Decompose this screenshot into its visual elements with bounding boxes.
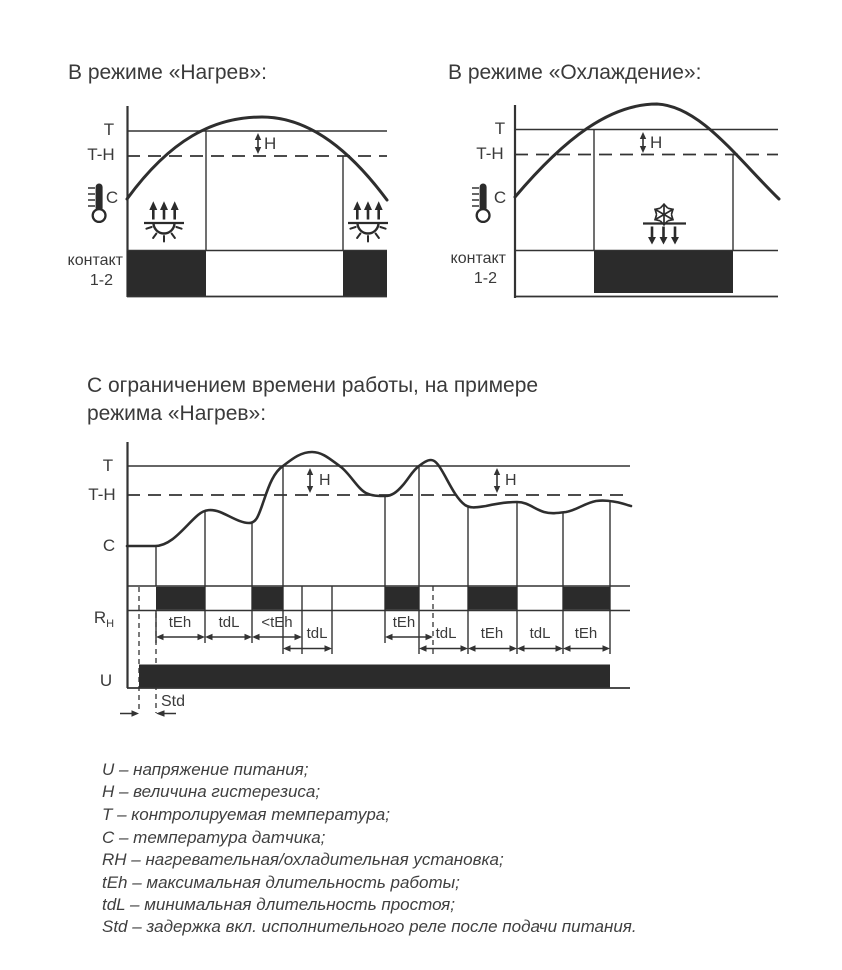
- std-arrowhead-left: [132, 710, 140, 716]
- dimension-arrow: [510, 645, 518, 651]
- heating-c-label: C: [105, 188, 119, 207]
- h-arrow: [640, 132, 646, 139]
- interval-label: tdL: [218, 614, 240, 631]
- dimension-arrow: [245, 634, 253, 640]
- legend-item-u: U – напряжение питания;: [102, 760, 309, 779]
- interval-label: tEh: [480, 625, 504, 642]
- timing-rh-on-segments: [156, 587, 610, 610]
- h-arrow: [494, 486, 500, 493]
- timing-title-line1: С ограничением времени работы, на примере: [87, 374, 539, 397]
- interval-label: tdL: [529, 625, 551, 642]
- legend-item-t: T – контролируемая температура;: [102, 805, 390, 824]
- timing-plot: [120, 442, 631, 717]
- interval-label: tdL: [435, 625, 457, 642]
- dimension-arrow: [419, 645, 427, 651]
- cooling-plot: [472, 104, 779, 298]
- timing-h-label-2: H: [505, 472, 517, 489]
- dimension-arrow: [385, 634, 393, 640]
- h-arrow: [494, 468, 500, 475]
- heating-th-label: T-H: [87, 145, 115, 164]
- cooling-title: В режиме «Охлаждение»:: [448, 61, 702, 84]
- thermometer-icon: [88, 184, 106, 222]
- snowflake-icon: [643, 204, 686, 245]
- legend-item-h: H – величина гистерезиса;: [102, 782, 321, 801]
- dimension-arrow: [205, 634, 213, 640]
- interval-label: tdL: [306, 625, 328, 642]
- timing-h-label-1: H: [319, 472, 331, 489]
- heating-contact-on-left: [127, 251, 206, 297]
- dimension-arrow: [295, 634, 303, 640]
- timing-t-label: T: [102, 456, 114, 475]
- cooling-th-label: T-H: [476, 144, 504, 163]
- cooling-contact-label-2: 1-2: [473, 270, 497, 287]
- timing-title-line2: режима «Нагрев»:: [87, 402, 267, 425]
- interval-label: tEh: [574, 625, 598, 642]
- heating-t-label: T: [103, 120, 115, 139]
- legend-item-std: Std – задержка вкл. исполнительного реле после подачи питания.: [102, 917, 637, 936]
- legend-item-c: C – температура датчика;: [102, 828, 326, 847]
- legend-item-teh: tEh – максимальная длительность работы;: [102, 873, 460, 892]
- timing-u-label: U: [99, 671, 113, 690]
- legend-item-tdl: tdL – минимальная длительность простоя;: [102, 895, 455, 914]
- heating-title: В режиме «Нагрев»:: [68, 61, 267, 84]
- dimension-arrow: [198, 634, 206, 640]
- cooling-contact-on: [594, 251, 733, 293]
- heating-contact-label: контакт: [67, 252, 123, 269]
- h-arrow: [640, 146, 646, 153]
- dimension-arrow: [283, 645, 291, 651]
- cooling-t-label: T: [494, 119, 506, 138]
- interval-label: tEh: [392, 614, 416, 631]
- dimension-arrow: [252, 634, 260, 640]
- cooling-h-label: H: [650, 133, 663, 152]
- heating-contact-label-2: 1-2: [89, 272, 113, 289]
- timing-rh-label: $R_H$: [93, 608, 115, 630]
- std-arrowhead-right: [156, 710, 165, 716]
- thermometer-icon: [472, 184, 490, 222]
- heating-contact-on-right: [343, 251, 387, 297]
- h-arrow: [307, 486, 313, 493]
- legend-item-rh: RH – нагревательная/охладительная установка;: [102, 850, 504, 869]
- heating-h-label: H: [264, 134, 277, 153]
- timing-c-label: C: [102, 536, 116, 555]
- dimension-arrow: [156, 634, 164, 640]
- cooling-temperature-curve: [515, 104, 779, 199]
- cooling-contact-label: контакт: [450, 250, 506, 267]
- heating-plot: [88, 106, 388, 297]
- h-arrow: [255, 133, 261, 140]
- dimension-arrow: [426, 634, 434, 640]
- dimension-arrow: [556, 645, 564, 651]
- heater-icon: [348, 201, 388, 241]
- interval-label: <tEh: [261, 614, 293, 631]
- timing-std-label: Std: [161, 693, 186, 710]
- cooling-c-label: C: [493, 188, 507, 207]
- heater-icon: [144, 201, 184, 241]
- timing-th-label: T-H: [88, 485, 116, 504]
- h-arrow: [307, 468, 313, 475]
- interval-label: tEh: [168, 614, 192, 631]
- dimension-arrow: [563, 645, 571, 651]
- dimension-arrow: [603, 645, 611, 651]
- dimension-arrow: [468, 645, 476, 651]
- dimension-arrow: [325, 645, 333, 651]
- timing-u-power-bar: [139, 665, 610, 689]
- dimension-arrow: [461, 645, 469, 651]
- h-arrow: [255, 147, 261, 154]
- heating-temperature-curve: [127, 117, 387, 200]
- dimension-arrow: [517, 645, 525, 651]
